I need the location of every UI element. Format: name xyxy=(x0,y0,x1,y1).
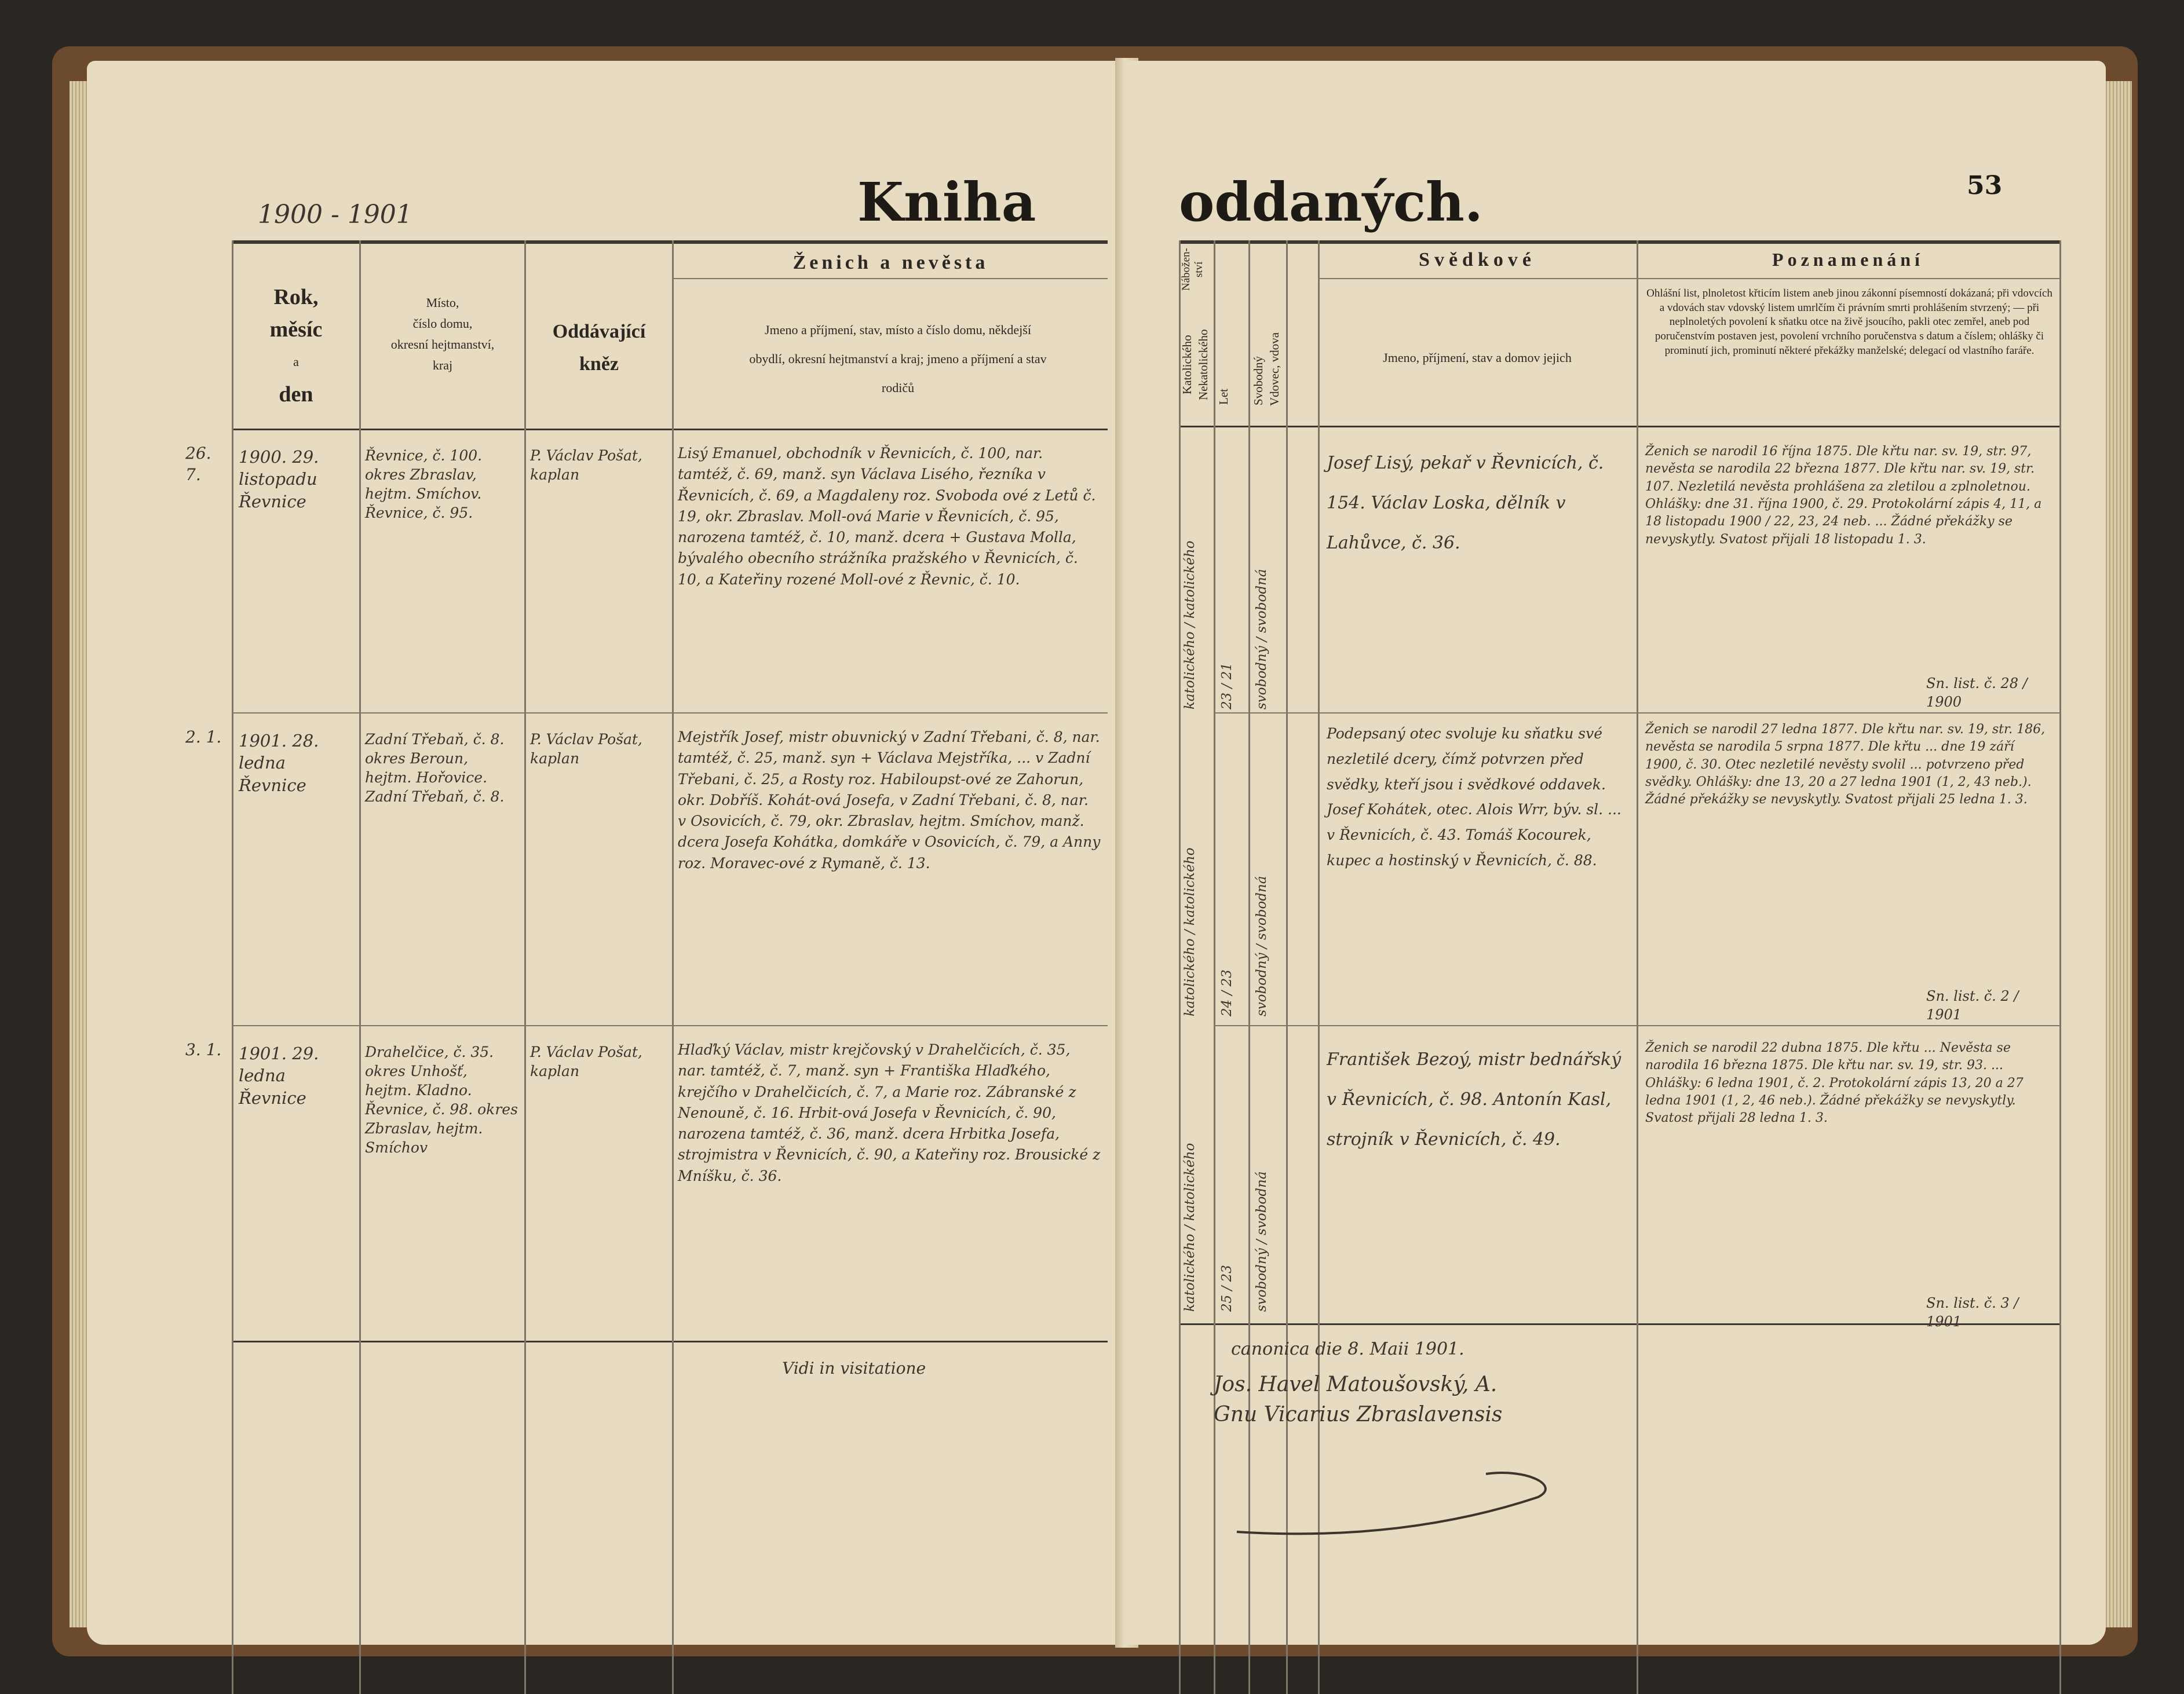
header-witnesses-sub: Jmeno, příjmení, stav a domov jejich xyxy=(1383,350,1572,365)
entry-age: 25 / 23 xyxy=(1219,1265,1235,1312)
header-priest-line: kněz xyxy=(579,353,619,375)
left-col-line xyxy=(672,240,674,1694)
entry-notes: Ženich se narodil 27 ledna 1877. Dle křtu nar. sv. 19, str. 186, nevěsta se narodila 5 srpna 1877. Dle křtu ... dne 19 září 1900, č. 30. Otec nezletilé nevěsty svolil ... potvrzeno před svědky. Ohlášky: dne 13, 20 a 27 ledna 1901 (1, 2, 43 neb.). Žádné překážky se nevyskytly. Svatost přijali 25 ledna 1. 3. xyxy=(1645,722,2046,807)
right-top-rule xyxy=(1179,240,2061,244)
left-page xyxy=(87,61,1124,1645)
right-col-line xyxy=(2059,240,2061,1694)
entry-couple: Hlaďký Václav, mistr krejčovský v Drahelčicích, č. 35, nar. tamtéž, č. 7, manž. syn + Františka Hlaďkého, krejčího v Drahelčicích, č. 7, a Marie roz. Zábranské z Nenouně, č. 16. Hrbit-ová Josefa v Řevnicích, č. 90, narozena tamtéž, č. 36, manž. dcera Hrbitka Josefa, strojmistra v Řevnicích, č. 90, a Kateřiny roz. Brousické z Mníšku, č. 36. xyxy=(678,1041,1101,1184)
entry-number: 26. 7. xyxy=(185,444,211,484)
entry-religion: katolického / katolického xyxy=(1182,847,1197,1016)
entry-priest: P. Václav Pošat, kaplan xyxy=(530,1044,642,1080)
header-age: Let xyxy=(1217,389,1230,405)
left-top-rule xyxy=(232,240,1108,244)
entry-age: 24 / 23 xyxy=(1219,969,1235,1016)
header-couple-sub: Jmeno a příjmení, stav, místo a číslo domu, někdejší obydlí, okresní hejtmanství a kraj; jmeno a příjmení a stav rodičů xyxy=(749,323,1047,395)
header-catholic: Katolického xyxy=(1180,335,1194,395)
visitation-note: Vidi in visitatione xyxy=(782,1359,926,1378)
right-col-line xyxy=(1637,240,1638,1694)
entry-notes: Ženich se narodil 16 října 1875. Dle křtu nar. sv. 19, str. 97, nevěsta se narodila 22 března 1877. Dle křtu nar. sv. 19, str. 107. Nezletilá nevěsta prohlášena za zletilou a zplnoletnou. Ohlášky: dne 31. října 1900, č. 29. Protokolární zápis 4, 11, a 18 listopadu 1900 / 22, 23, 24 neb. ... Žádné překážky se nevyskytly. Svatost přijali 18 listopadu 1. 3. xyxy=(1645,444,2042,547)
signature-flourish xyxy=(1214,1358,1573,1555)
header-place-line: Místo, xyxy=(426,295,459,310)
header-place-line: číslo domu, xyxy=(412,316,473,331)
canonical-note: canonica die 8. Maii 1901. xyxy=(1231,1339,1464,1359)
left-col-line xyxy=(359,240,361,1694)
right-page xyxy=(1127,61,2106,1645)
entry-religion: katolického / katolického xyxy=(1182,1143,1197,1312)
right-row-line xyxy=(1214,712,2059,714)
page-number: 53 xyxy=(1967,171,2003,200)
entry-couple: Lisý Emanuel, obchodník v Řevnicích, č. 100, nar. tamtéž, č. 69, manž. syn Václava Lisého, řezníka v Řevnicích, č. 69, a Magdaleny roz. Svoboda ové z Letů č. 19, okr. Zbraslav. Moll-ová Marie v Řevnicích, č. 95, narozena tamtéž, č. 10, manž. dcera + Gustava Molla, bývalého obecního strážníka pražského v Řevnicích, č. 10, a Kateřiny rozené Moll-ové z Řevnic, č. 10. xyxy=(678,445,1096,588)
years-heading: 1900 - 1901 xyxy=(258,200,412,229)
left-col-line xyxy=(524,240,526,1694)
left-header-rule xyxy=(232,429,1108,430)
left-bottom-rule xyxy=(232,1341,1108,1342)
header-date-line: a xyxy=(293,354,299,369)
header-place-line: okresní hejtmanství, xyxy=(390,337,495,352)
entry-status: svobodný / svobodná xyxy=(1254,569,1269,709)
header-religion: Nábožen-ství xyxy=(1180,248,1205,291)
header-widow: Vdovec, vdova xyxy=(1268,332,1281,407)
entry-place: Zadní Třebaň, č. 8. okres Beroun, hejtm. Hořovice. Zadní Třebaň, č. 8. xyxy=(365,731,505,805)
title-oddanych: oddaných. xyxy=(1179,171,1483,233)
header-date-line: měsíc xyxy=(269,317,323,342)
header-priest-line: Oddávající xyxy=(552,321,646,342)
entry-place: Drahelčice, č. 35. okres Unhošť, hejtm. Kladno. Řevnice, č. 98. okres Zbraslav, hejtm. Smíchov xyxy=(365,1044,518,1156)
title-kniha: Kniha xyxy=(857,171,1036,233)
left-row-line xyxy=(232,712,1108,714)
right-col-line xyxy=(1179,240,1181,1694)
entry-date: 1901. 29. ledna Řevnice xyxy=(239,1044,319,1108)
right-row-line xyxy=(1214,1025,2059,1026)
entry-status: svobodný / svobodná xyxy=(1254,1171,1269,1312)
header-date-line: den xyxy=(279,382,313,407)
entry-date: 1901. 28. ledna Řevnice xyxy=(239,731,319,795)
entry-religion: katolického / katolického xyxy=(1182,540,1197,709)
entry-notes: Ženich se narodil 22 dubna 1875. Dle křtu ... Nevěsta se narodila 16 března 1875. Dle křtu nar. sv. 19, str. 93. ... Ohlášky: 6 ledna 1901, č. 2. Protokolární zápis 13, 20 a 27 ledna 1901 (1, 2, 46 neb.). Žádné překážky se nevyskytly. Svatost přijali 28 ledna 1. 3. xyxy=(1645,1041,2024,1126)
right-subrule xyxy=(1318,278,2059,279)
signature: Jos. Havel Matoušovský, A. Gnu Vicarius Zbraslavensis xyxy=(1214,1373,1503,1427)
entry-number: 3. 1. xyxy=(185,1040,222,1059)
couple-subrule xyxy=(672,278,1108,279)
entry-place: Řevnice, č. 100. okres Zbraslav, hejtm. Smíchov. Řevnice, č. 95. xyxy=(365,447,483,521)
header-single: Svobodný xyxy=(1251,356,1265,406)
entry-witnesses: František Bezoý, mistr bednářský v Řevnicích, č. 98. Antonín Kasl, strojník v Řevnicích, č. 49. xyxy=(1327,1049,1621,1150)
entry-priest: P. Václav Pošat, kaplan xyxy=(530,447,642,483)
header-place xyxy=(362,292,523,376)
header-witnesses: Svědkové xyxy=(1419,249,1536,270)
entry-couple: Mejstřík Josef, mistr obuvnický v Zadní Třebani, č. 8, nar. tamtéž, č. 25, manž. syn + Václava Mejstříka, ... v Zadní Třebani, č. 25, a Rosty roz. Habiloupst-ové ze Zahorun, okr. Dobříš. Kohát-ová Josefa, v Zadní Třebani, č. 8, nar. v Osovicích, č. 79, okr. Zbraslav, hejtm. Smíchov, manž. dcera Josefa Kohátka, domkáře v Osovicích, č. 79, a Anny roz. Moravec-ové z Rymaně, č. 13. xyxy=(678,729,1101,872)
header-date-line: Rok, xyxy=(273,285,319,309)
entry-age: 23 / 21 xyxy=(1219,663,1235,709)
entry-date: 1900. 29. listopadu Řevnice xyxy=(239,447,319,511)
header-place-line: kraj xyxy=(432,358,453,372)
left-row-line xyxy=(232,1025,1108,1026)
entry-witnesses: Josef Lisý, pekař v Řevnicích, č. 154. Václav Loska, dělník v Lahůvce, č. 36. xyxy=(1327,453,1604,553)
right-header-rule xyxy=(1179,426,2061,427)
entry-priest: P. Václav Pošat, kaplan xyxy=(530,731,642,767)
entry-number: 2. 1. xyxy=(185,727,222,747)
header-notes: Poznamenání xyxy=(1772,249,1924,270)
header-couple: Ženich a nevěsta xyxy=(792,252,989,273)
header-priest xyxy=(527,316,671,380)
header-notes-sub: Ohlášní list, plnoletost křticím listem aneb jinou zákonní písemností dokázaná; při vdovcích a vdovách stav vdovský listem umrlčím či právním smrti prohlášením stvrzený; — při neplnoletých povolení k sňatku otce na živě jsoucího, pakli otec zemřel, aneb pod poručenstvím postaven jest, povolení vrchního poručenstva s datum a číslem; ohlášky či prominutí jich, prominutí některé překážky manželské; delegací od vlastního faráře. xyxy=(1646,287,2052,357)
entry-witnesses: Podepsaný otec svoluje ku sňatku své nezletilé dcery, čímž potvrzen před svědky, kteří jsou i svědkové oddavek. Josef Kohátek, otec. Alois Wrr, býv. sl. ... v Řevnicích, č. 43. Tomáš Kocourek, kupec a hostinský v Řevnicích, č. 88. xyxy=(1327,725,1621,869)
entry-ref: Sn. list. č. 28 / 1900 xyxy=(1926,675,2028,710)
header-date xyxy=(235,281,357,411)
left-col-line xyxy=(232,240,233,1694)
entry-ref: Sn. list. č. 2 / 1901 xyxy=(1926,988,2019,1023)
header-noncatholic: Nekatolického xyxy=(1196,329,1210,401)
entry-ref: Sn. list. č. 3 / 1901 xyxy=(1926,1295,2019,1330)
entry-status: svobodný / svobodná xyxy=(1254,876,1269,1016)
